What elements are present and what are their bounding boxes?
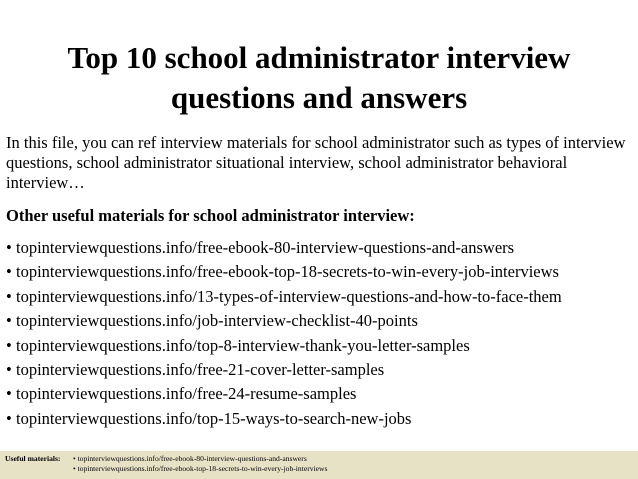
intro-paragraph: In this file, you can ref interview materials for school administrator such as types of interview questions, school administrator situational interview, school administrator behavioral interview…: [6, 133, 626, 192]
list-item[interactable]: [6, 287, 632, 311]
bullet-icon: •: [6, 262, 12, 282]
list-item-link[interactable]: topinterviewquestions.info/top-8-interview-thank-you-letter-samples: [16, 335, 470, 355]
bullet-icon: •: [6, 238, 12, 257]
list-item-link[interactable]: topinterviewquestions.info/free-21-cover-letter-samples: [16, 359, 385, 379]
list-item[interactable]: [6, 409, 632, 433]
bullet-icon: •: [6, 384, 12, 404]
footer-links: [73, 454, 327, 474]
list-item[interactable]: [6, 311, 632, 335]
list-item[interactable]: [6, 384, 632, 408]
page-title: [0, 38, 638, 118]
materials-list: [6, 238, 632, 433]
list-item-link[interactable]: topinterviewquestions.info/free-ebook-top-18-secrets-to-win-every-job-interviews: [16, 262, 559, 282]
list-item-link[interactable]: topinterviewquestions.info/13-types-of-interview-questions-and-how-to-face-them: [16, 286, 562, 306]
list-item-link[interactable]: topinterviewquestions.info/top-15-ways-to-search-new-jobs: [16, 408, 412, 428]
list-item[interactable]: [6, 238, 632, 262]
footer-link[interactable]: • topinterviewquestions.info/free-ebook-top-18-secrets-to-win-every-job-interviews: [73, 464, 328, 473]
footer-bar: [0, 451, 638, 479]
list-item-link[interactable]: topinterviewquestions.info/free-ebook-80-interview-questions-and-answers: [16, 238, 515, 257]
footer-link[interactable]: • topinterviewquestions.info/free-ebook-80-interview-questions-and-answers: [73, 454, 307, 463]
list-item[interactable]: [6, 336, 632, 360]
footer-label: Useful materials:: [5, 454, 61, 463]
bullet-icon: •: [6, 286, 12, 306]
materials-heading: Other useful materials for school administrator interview:: [6, 206, 415, 225]
list-item-link[interactable]: topinterviewquestions.info/free-24-resume-samples: [16, 384, 357, 404]
list-item[interactable]: [6, 262, 632, 286]
title-line-1: Top 10 school administrator interview: [67, 40, 571, 75]
list-item-link[interactable]: topinterviewquestions.info/job-interview-checklist-40-points: [16, 311, 418, 331]
bullet-icon: •: [6, 408, 12, 428]
bullet-icon: •: [6, 335, 12, 355]
list-item[interactable]: [6, 360, 632, 384]
bullet-icon: •: [6, 311, 12, 331]
bullet-icon: •: [6, 359, 12, 379]
title-line-2: questions and answers: [170, 80, 468, 115]
